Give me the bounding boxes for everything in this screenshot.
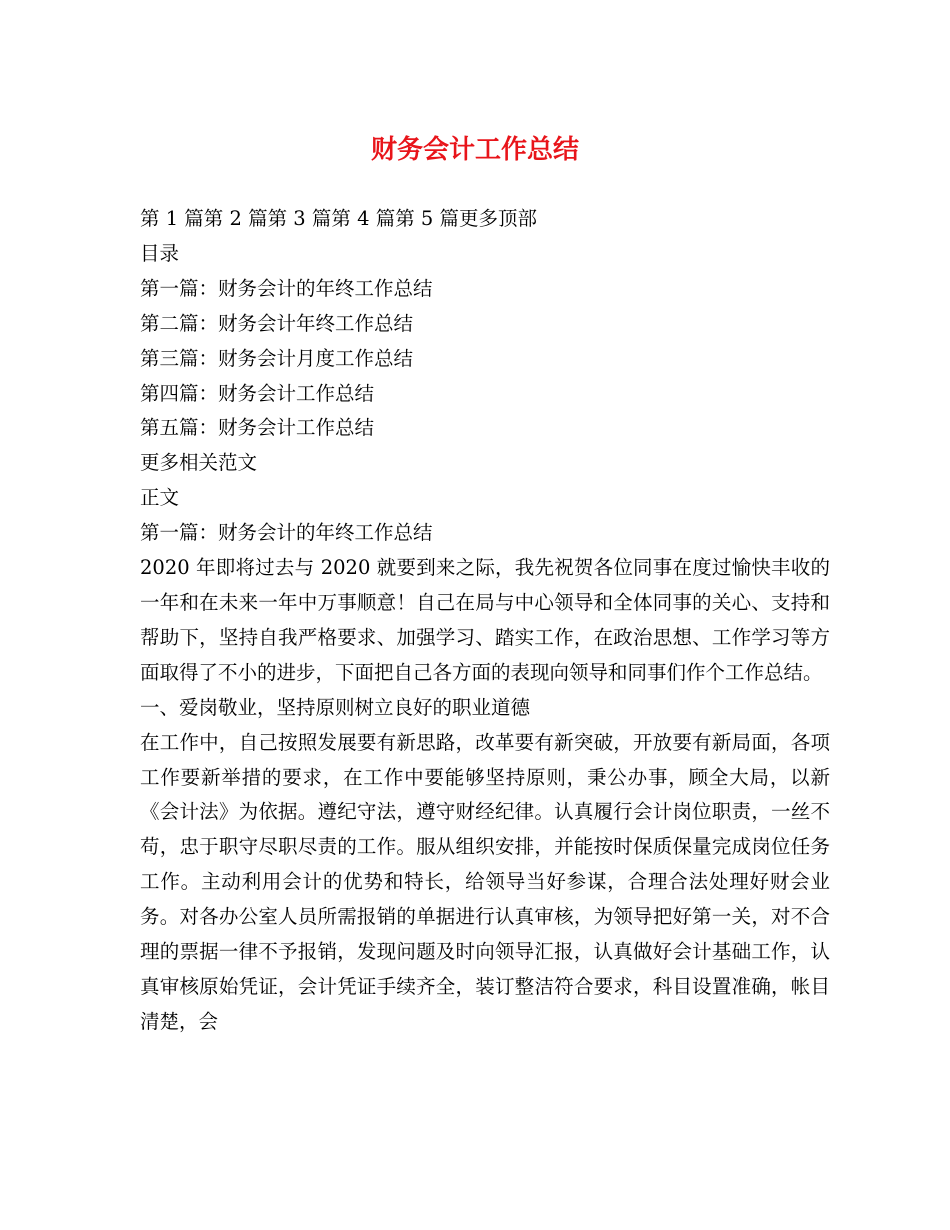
intro-paragraph: 2020 年即将过去与 2020 就要到来之际，我先祝贺各位同事在度过愉快丰收的一年和在未来一年中万事顺意！自己在局与中心领导和全体同事的关心、支持和帮助下，坚持自我严格要求、加强学习、踏实工作，在政治思想、工作学习等方面取得了不小的进步，下面把自己各方面的表现向领导和同事们作个工作总结。 — [140, 556, 830, 684]
toc-item: 第三篇：财务会计月度工作总结 — [140, 346, 414, 370]
more-related-label: 更多相关范文 — [140, 451, 258, 475]
section-nav: 第 1 篇第 2 篇第 3 篇第 4 篇第 5 篇更多顶部 — [140, 207, 538, 230]
toc-heading: 目录 — [140, 241, 180, 265]
article-title: 第一篇：财务会计的年终工作总结 — [140, 521, 433, 545]
document-title: 财务会计工作总结 — [370, 135, 579, 165]
section-paragraph: 在工作中，自己按照发展要有新思路，改革要有新突破，开放要有新局面，各项工作要新举措的要求，在工作中要能够坚持原则，秉公办事，顾全大局，以新《会计法》为依据。遵纪守法，遵守财经纪律。认真履行会计岗位职责，一丝不苟，忠于职守尽职尽责的工作。服从组织安排，并能按时保质保量完成岗位任务工作。主动利用会计的优势和特长，给领导当好参谋，合理合法处理好财会业务。对各办公室人员所需报销的单据进行认真审核，为领导把好第一关，对不合理的票据一律不予报销，发现问题及时向领导汇报，认真做好会计基础工作，认真审核原始凭证，会计凭证手续齐全，装订整洁符合要求，科目设置准确，帐目清楚，会 — [140, 730, 830, 1033]
section-heading: 一、爱岗敬业，坚持原则树立良好的职业道德 — [140, 695, 531, 719]
body-heading: 正文 — [140, 486, 180, 510]
toc-item: 第五篇：财务会计工作总结 — [140, 416, 375, 440]
toc-item: 第四篇：财务会计工作总结 — [140, 381, 375, 405]
toc-item: 第二篇：财务会计年终工作总结 — [140, 311, 414, 335]
document-body — [140, 202, 830, 1040]
toc-item: 第一篇：财务会计的年终工作总结 — [140, 276, 433, 300]
